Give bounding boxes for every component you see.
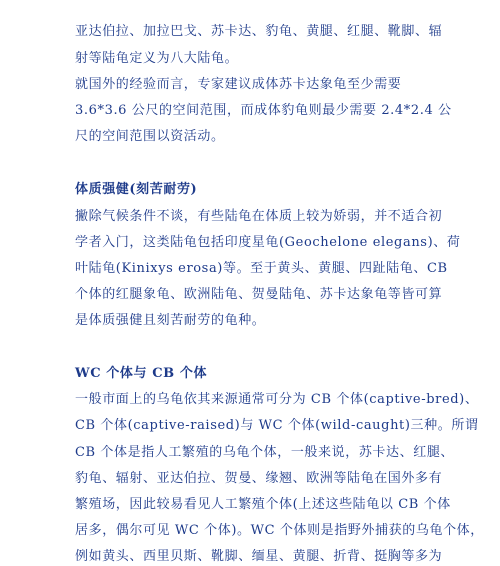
section-heading-hardy: 体质强健(刻苦耐劳)	[75, 182, 198, 197]
text-line: 尺的空间范围以资活动。	[75, 129, 225, 144]
text-line: CB 个体(captive-raised)与 WC 个体(wild-caught)三种。所谓	[75, 418, 479, 433]
text-line: 撇除气候条件不谈，有些陆龟在体质上较为娇弱，并不适合初	[75, 209, 443, 224]
text-line: 例如黄头、西里贝斯、靴脚、缅星、黄腿、折背、挺胸等多为	[75, 549, 443, 564]
text-line: 射等陆龟定义为八大陆龟。	[75, 51, 239, 66]
text-line: 繁殖场，因此较易看见人工繁殖个体(上述这些陆龟以 CB 个体	[75, 497, 451, 512]
text-line: 亚达伯拉、加拉巴戈、苏卡达、豹龟、黄腿、红腿、靴脚、辐	[75, 24, 443, 39]
text-line: 3.6*3.6 公尺的空间范围，而成体豹龟则最少需要 2.4*2.4 公	[75, 103, 452, 118]
text-line: 豹龟、辐射、亚达伯拉、贺曼、缘翘、欧洲等陆龟在国外多有	[75, 471, 443, 486]
text-line: CB 个体是指人工繁殖的乌龟个体，一般来说，苏卡达、红腿、	[75, 445, 455, 460]
section-heading-wc-cb: WC 个体与 CB 个体	[75, 366, 208, 381]
text-line: 是体质强健且刻苦耐劳的龟种。	[75, 313, 266, 328]
text-line: 一般市面上的乌龟依其来源通常可分为 CB 个体(captive-bred)、	[75, 392, 479, 407]
text-line: 居多，偶尔可见 WC 个体)。WC 个体则是指野外捕获的乌龟个体，	[75, 523, 484, 538]
text-line: 学者入门，这类陆龟包括印度星龟(Geochelone elegans)、荷	[75, 235, 461, 250]
text-line: 个体的红腿象龟、欧洲陆龟、贺曼陆龟、苏卡达象龟等皆可算	[75, 287, 443, 302]
text-line: 叶陆龟(Kinixys erosa)等。至于黄头、黄腿、四趾陆龟、CB	[75, 261, 448, 276]
text-line: 就国外的经验而言，专家建议成体苏卡达象龟至少需要	[75, 77, 402, 92]
